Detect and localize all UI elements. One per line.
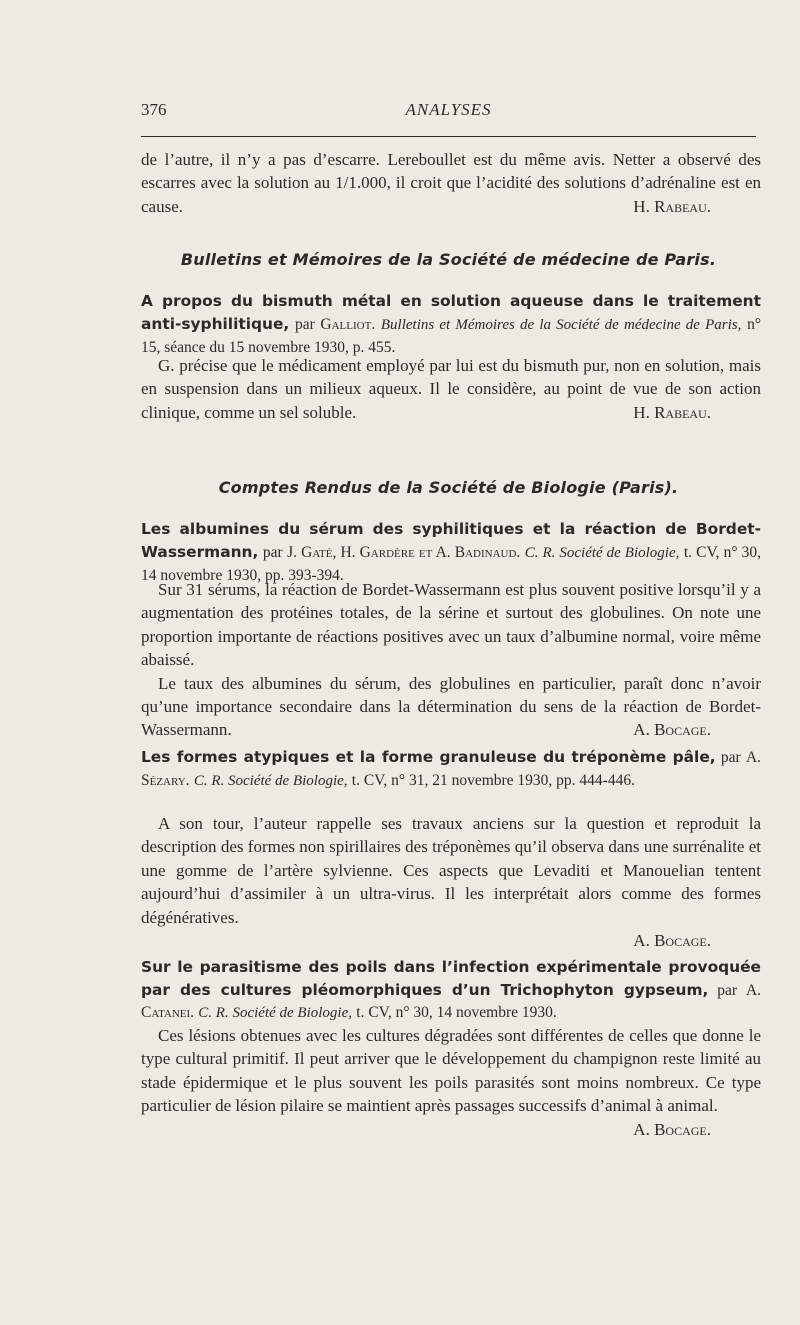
article-reference: Les albumines du sérum des syphilitiques et la réaction de Bordet-Wassermann, par J. Gaté, H. Gardère et A. Badinaud. C. R. Société de Biologie, t. CV, n° 30, 14 novembre 1930, pp. 393-394. — [141, 520, 762, 584]
abstract-entry — [141, 518, 761, 587]
article-reference: A propos du bismuth métal en solution aqueuse dans le traitement anti-syphilitique, par Galliot. Bulletins et Mémoires de la Société de médecine de Paris, n° 15, séance du 15 novembre 1930, p. 455. — [141, 292, 762, 356]
article-reference: Sur le parasitisme des poils dans l’infection expérimentale provoquée par des cultures pléomorphiques d’un Trichophyton gypseum, par A. Catanei. C. R. Société de Biologie, t. CV, n° 30, 14 novembre 1930. — [141, 958, 762, 1021]
abstract-body — [141, 354, 761, 424]
abstract-paragraph: Le taux des albumines du sérum, des globulines en particulier, paraît donc n’avoir qu’une importance secondaire dans la détermination du sens de la réaction de Bordet-Wassermann. — [141, 673, 761, 740]
running-title: ANALYSES — [405, 100, 492, 119]
journal-name: C. R. Société de Biologie, — [198, 1005, 353, 1021]
article-reference: Les formes atypiques et la forme granuleuse du tréponème pâle, par A. Sézary. C. R. Société de Biologie, t. CV, n° 31, 21 novembre 1930, pp. 444-446. — [141, 748, 762, 789]
article-authors: A. Sézary. — [141, 749, 762, 789]
journal-name: C. R. Société de Biologie, — [524, 544, 680, 561]
article-authors: J. Gaté, H. Gardère et A. Badinaud. — [287, 543, 521, 561]
abstract-body — [141, 578, 761, 742]
page-number: 376 — [141, 100, 167, 119]
page-header — [141, 100, 756, 124]
article-title: Les albumines du sérum des syphilitiques et la réaction de Bordet-Wassermann, — [141, 520, 761, 561]
abstract-signature: A. Bocage. — [633, 720, 711, 740]
abstract-entry — [141, 290, 761, 359]
journal-name: Bulletins et Mémoires de la Société de médecine de Paris, — [380, 316, 742, 333]
article-title: A propos du bismuth métal en solution aqueuse dans le traitement anti-syphilitique, — [141, 292, 761, 333]
continued-abstract — [141, 148, 761, 218]
article-authors: A. Catanei. — [141, 981, 762, 1021]
article-title: Sur le parasitisme des poils dans l’infection expérimentale provoquée par des cultures pléomorphiques d’un Trichophyton gypseum, — [141, 958, 761, 999]
abstract-paragraph: Ces lésions obtenues avec les cultures dégradées sont différentes de celles que donne le type cultural primitif. Il peut arriver que le développement du champignon reste limité au stade épidermique et le plus souvent les poils parasités sont moins nombreux. Ce type particulier de lésion pilaire se maintient après passages successifs d’animal à animal. — [141, 1026, 761, 1116]
abstract-body — [141, 812, 761, 952]
header-rule — [141, 136, 756, 137]
abstract-paragraph: A son tour, l’auteur rappelle ses travaux anciens sur la question et reproduit la description des formes non spirillaires des tréponèmes qu’il observa dans une surrénalite et une gomme de l’artère sylvienne. Ces aspects que Levaditi et Manouelian tentent aujourd’hui d’assimiler à un ultra-virus. Il les interprétait alors comme des formes dégénératives. — [141, 814, 761, 927]
abstract-signature: A. Bocage. — [633, 1119, 711, 1139]
abstract-signature: H. Rabeau. — [633, 402, 711, 422]
journal-details: t. CV, n° 31, 21 novembre 1930, pp. 444-446. — [351, 771, 635, 789]
article-title: Les formes atypiques et la forme granuleuse du tréponème pâle, — [141, 748, 716, 766]
journal-details: n° 15, séance du 15 novembre 1930, p. 455. — [141, 315, 762, 356]
abstract-signature: A. Bocage. — [633, 931, 711, 951]
abstract-paragraph: Sur 31 sérums, la réaction de Bordet-Wassermann est plus souvent positive lorsqu’il y a augmentation des protéines totales, de la sérine et surtout des globulines. On note une proportion importante de réactions positives avec un taux d’albumine normal, voire même abaissé. — [141, 580, 761, 670]
journal-details: t. CV, n° 30, 14 novembre 1930. — [356, 1004, 557, 1021]
section-heading: Comptes Rendus de la Société de Biologie (Paris). — [218, 478, 679, 497]
journal-details: t. CV, n° 30, 14 novembre 1930, pp. 393-394. — [141, 543, 762, 584]
abstract-entry — [141, 746, 761, 792]
journal-name: C. R. Société de Biologie, — [193, 772, 348, 789]
section-heading: Bulletins et Mémoires de la Société de médecine de Paris. — [180, 250, 717, 269]
abstract-body — [141, 1024, 761, 1141]
abstract-entry — [141, 956, 761, 1025]
abstract-signature: H. Rabeau. — [633, 196, 711, 216]
abstract-paragraph: G. précise que le médicament employé par lui est du bismuth pur, non en solution, mais en suspension dans un milieux aqueux. Il le considère, au point de vue de son action clinique, comme un sel soluble. — [141, 356, 761, 422]
article-author: Galliot. — [320, 315, 376, 333]
abstract-text: de l’autre, il n’y a pas d’escarre. Lereboullet est du même avis. Netter a observé des escarres avec la solution au 1/1.000, il croit que l’acidité des solutions d’adrénaline est en cause. — [141, 150, 761, 216]
